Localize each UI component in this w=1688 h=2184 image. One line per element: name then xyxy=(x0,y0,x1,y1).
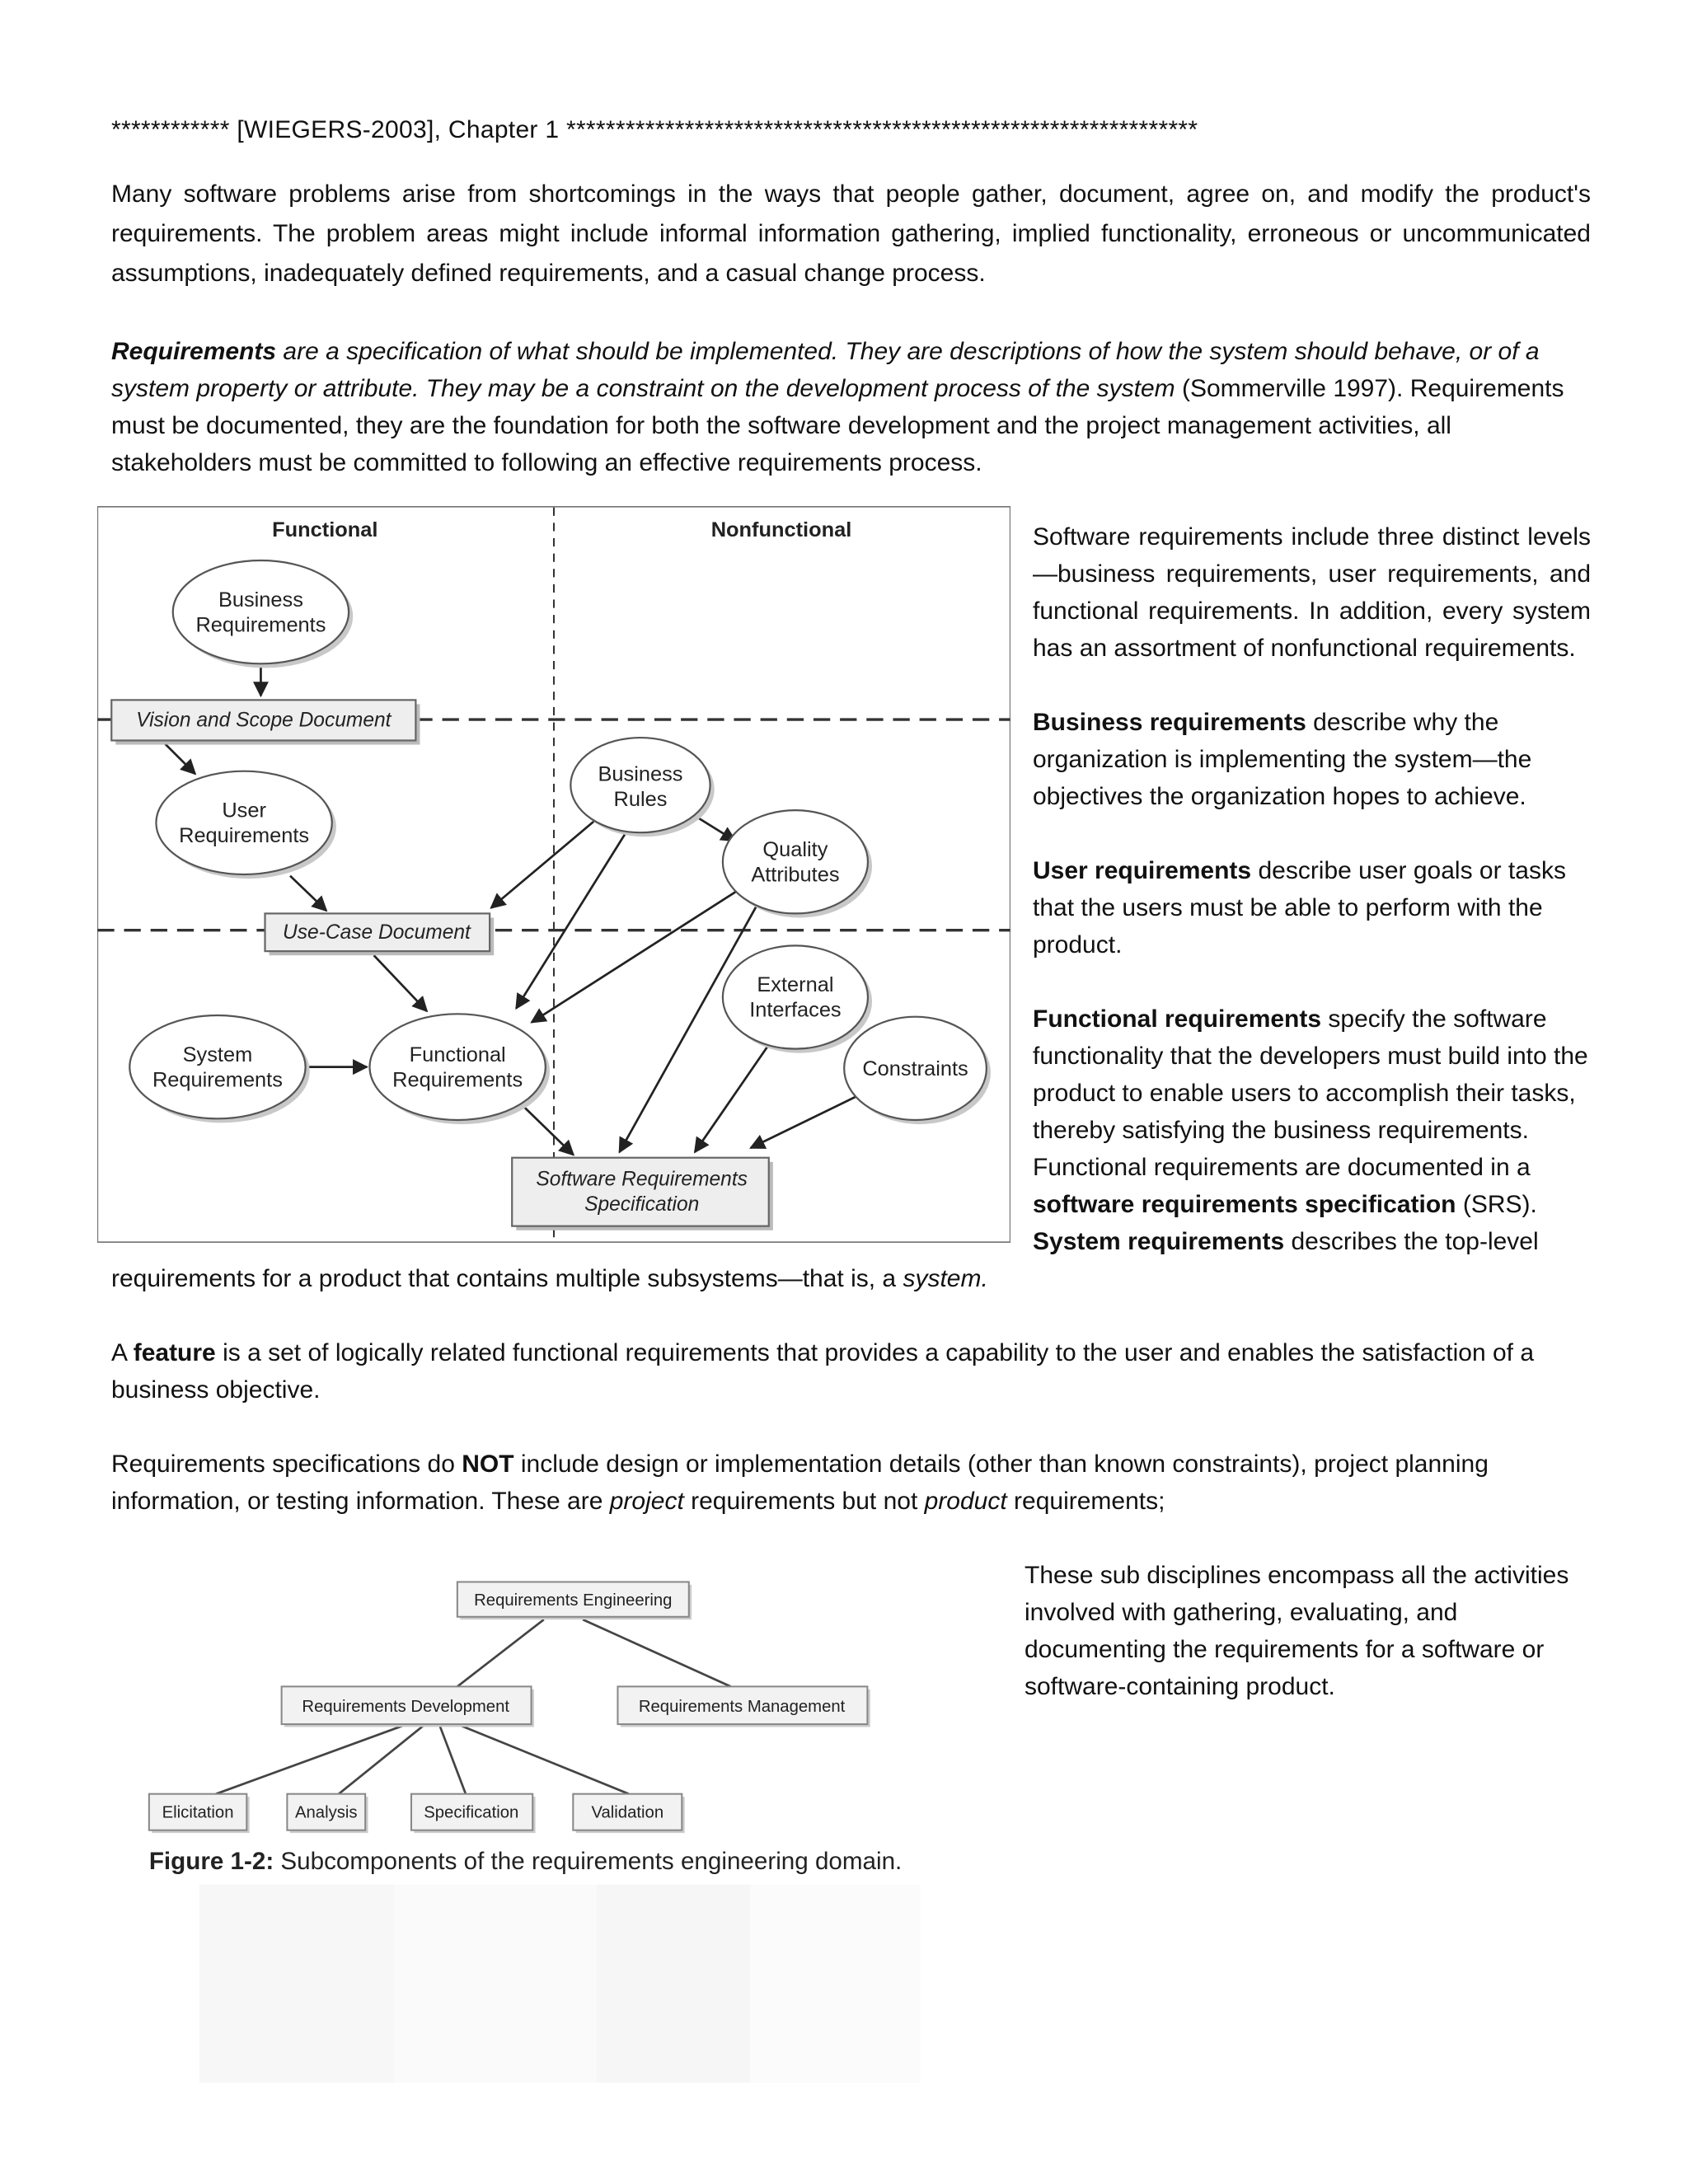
svg-text:Requirements Management: Requirements Management xyxy=(638,1697,846,1716)
emphasis-text: Functional requirements xyxy=(1033,1005,1322,1033)
emphasis-text: project xyxy=(609,1488,684,1515)
not-include-paragraph xyxy=(111,1446,1591,1520)
header-citation: [WIEGERS-2003], Chapter 1 xyxy=(237,116,560,143)
paragraph-text: Software requirements include three distinct levels—business requirements, user requirements, and functional requirements. In addition, every system has an assortment of nonfunctional requirements. xyxy=(1033,523,1591,662)
svg-text:Requirements: Requirements xyxy=(179,824,310,848)
node-srs xyxy=(512,1158,773,1230)
paragraph-text: Requirements specifications do xyxy=(111,1451,462,1478)
paragraph-text: requirements but not xyxy=(683,1488,925,1515)
emphasis-text: product xyxy=(924,1488,1007,1515)
caption-text: Subcomponents of the requirements engineering domain. xyxy=(274,1848,903,1876)
svg-text:Elicitation: Elicitation xyxy=(162,1803,234,1822)
svg-text:Quality: Quality xyxy=(762,837,828,861)
svg-text:Business: Business xyxy=(598,762,683,786)
svg-text:Vision and Scope Document: Vision and Scope Document xyxy=(136,709,392,732)
node-specification xyxy=(411,1794,536,1833)
chapter-header xyxy=(111,111,1591,148)
requirements-levels-diagram xyxy=(97,506,1010,1243)
requirements-engineering-tree xyxy=(139,1539,1010,2083)
svg-text:User: User xyxy=(222,799,266,823)
emphasis-text: NOT xyxy=(462,1451,514,1478)
svg-text:Requirements: Requirements xyxy=(392,1068,523,1092)
svg-text:Interfaces: Interfaces xyxy=(749,998,842,1022)
paragraph-text: These sub disciplines encompass all the activities involved with gathering, evaluating, and documenting the requirements for a software or software-containing product. xyxy=(1025,1562,1569,1700)
svg-text:Requirements Engineering: Requirements Engineering xyxy=(474,1591,673,1610)
svg-text:Specification: Specification xyxy=(424,1803,519,1822)
svg-text:Analysis: Analysis xyxy=(294,1803,358,1822)
paragraph-text: describe why the organization is implementing the system—the objectives the organization hopes to achieve. xyxy=(1033,709,1532,810)
node-requirements-management xyxy=(617,1686,870,1727)
svg-text:Requirements: Requirements xyxy=(195,613,326,637)
paragraph-text: is a set of logically related functional requirements that provides a capability to the user and enables the satisfaction of a business objective. xyxy=(111,1339,1535,1404)
svg-text:Requirements: Requirements xyxy=(152,1068,283,1092)
svg-text:Attributes: Attributes xyxy=(751,863,840,887)
paragraph-text: (SRS). xyxy=(1456,1191,1537,1218)
node-validation xyxy=(573,1794,684,1833)
paragraph-text: include design or implementation details (other than known constraints), project planning information, or testing information. These are xyxy=(111,1451,1489,1515)
svg-text:Requirements Development: Requirements Development xyxy=(302,1697,510,1716)
emphasis-text: User requirements xyxy=(1033,857,1252,884)
svg-text:Use-Case Document: Use-Case Document xyxy=(283,921,471,944)
paragraph-text: describe user goals or tasks that the users must be able to perform with the product. xyxy=(1033,857,1566,958)
figure-caption xyxy=(149,1848,902,1875)
paragraph-text: (Sommerville 1997). Requirements must be documented, they are the foundation for both the software development and the project management activities, all stakeholders must be committed to following an effective requirements process. xyxy=(111,375,1564,476)
svg-text:Rules: Rules xyxy=(613,788,668,812)
paragraph-text: Many software problems arise from shortcomings in the ways that people gather, document, agree on, and modify the product's requirements. The problem areas might include informal information gathering, implied functionality, erroneous or uncommunicated assumptions, inadequately defined requirements, and a casual change process. xyxy=(111,180,1591,287)
node-vision-scope-document xyxy=(111,700,420,744)
paragraph-text: requirements; xyxy=(1006,1488,1165,1515)
svg-text:Validation: Validation xyxy=(591,1803,664,1822)
node-elicitation xyxy=(149,1794,250,1833)
paragraph-text: A xyxy=(111,1339,134,1366)
node-requirements-engineering xyxy=(457,1582,692,1619)
document-page xyxy=(111,111,1591,2083)
scan-background xyxy=(199,1885,921,2083)
svg-text:Software Requirements: Software Requirements xyxy=(536,1168,748,1191)
caption-label: Figure 1-2: xyxy=(148,1848,274,1876)
node-use-case-document xyxy=(265,913,495,955)
emphasis-text: system. xyxy=(903,1265,988,1292)
node-requirements-development xyxy=(282,1686,534,1727)
column-nonfunctional: Nonfunctional xyxy=(710,518,852,542)
svg-text:Business: Business xyxy=(218,588,303,612)
paragraph-text: specify the software functionality that the developers must build into the product to enable users to accomplish their tasks, thereby satisfying the business requirements. Functional requirements are documented in a xyxy=(1033,1005,1588,1181)
definition-paragraph xyxy=(111,333,1591,481)
svg-text:External: External xyxy=(757,973,834,997)
node-analysis xyxy=(287,1794,368,1833)
column-functional: Functional xyxy=(272,518,378,542)
emphasis-text: feature xyxy=(133,1339,216,1366)
paragraph-text: describes the top-level requirements for a product that contains multiple subsystems—that is, a xyxy=(111,1228,1539,1292)
emphasis-text: Business requirements xyxy=(1033,709,1306,736)
feature-paragraph xyxy=(111,1334,1591,1408)
svg-text:Constraints: Constraints xyxy=(862,1057,968,1080)
svg-text:System: System xyxy=(182,1043,253,1066)
header-stars-right: **************************************************************** xyxy=(565,116,1198,143)
header-stars-left: ************ xyxy=(111,116,230,143)
intro-paragraph xyxy=(111,175,1591,293)
svg-text:Specification: Specification xyxy=(584,1193,700,1216)
svg-text:Functional: Functional xyxy=(409,1043,506,1066)
emphasis-text: software requirements specification xyxy=(1033,1191,1456,1218)
emphasis-text: are a specification of what should be implemented. They are descriptions of how the system should behave, or of a system property or attribute. They may be a constraint on the development process of the system xyxy=(111,338,1540,402)
emphasis-text: Requirements xyxy=(111,338,277,365)
emphasis-text: System requirements xyxy=(1033,1228,1285,1255)
